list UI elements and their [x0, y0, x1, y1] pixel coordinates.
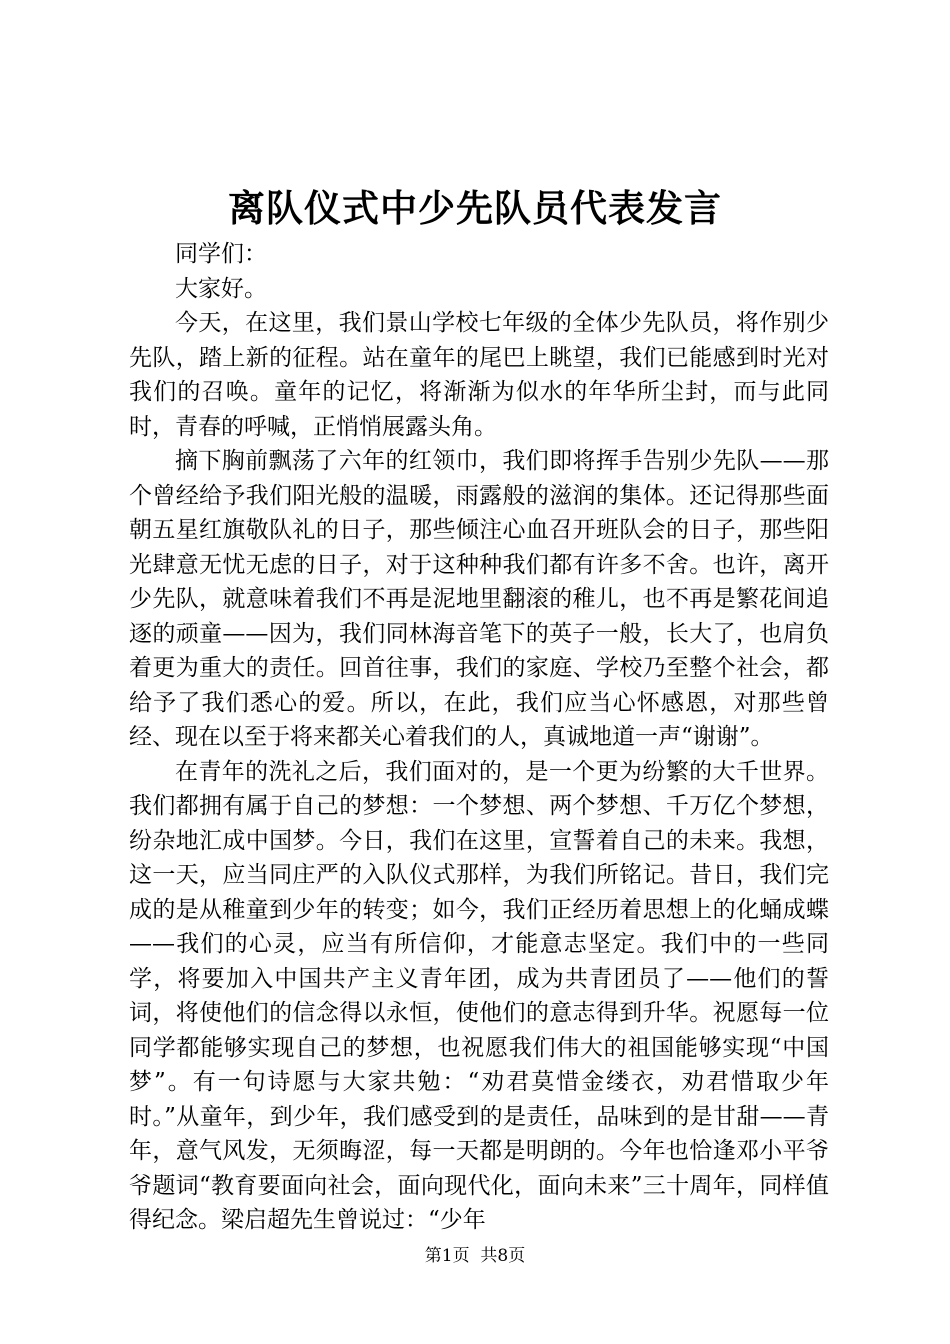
page-number: 第1页	[424, 1246, 470, 1266]
greeting-paragraph: 同学们：	[175, 241, 267, 267]
page-total: 共8页	[480, 1246, 526, 1266]
body-paragraph-2: 摘下胸前飘荡了六年的红领巾，我们即将挥手告别少先队——那个曾经给予我们阳光般的温暖，雨露般的滋润的集体。还记得那些面朝五星红旗敬队礼的日子，那些倾注心血召开班队会的日子，那些阳光肆意无忧无虑的日子，对于这种种我们都有许多不舍。也许，离开少先队，就意味着我们不再是泥地里翻滚的稚儿，也不再是繁花间追逐的顽童——因为，我们同林海音笔下的英子一般，长大了，也肩负着更为重大的责任。回首往事，我们的家庭、学校乃至整个社会，都给予了我们悉心的爱。所以，在此，我们应当心怀感恩，对那些曾经、现在以至于将来都关心着我们的人，真诚地道一声“谢谢”。	[129, 448, 829, 750]
body-paragraph-1: 今天，在这里，我们景山学校七年级的全体少先队员，将作别少先队，踏上新的征程。站在童年的尾巴上眺望，我们已能感到时光对我们的召唤。童年的记忆，将渐渐为似水的年华所尘封，而与此同时，青春的呼喊，正悄悄展露头角。	[129, 310, 829, 440]
body-paragraph-3: 在青年的洗礼之后，我们面对的，是一个更为纷繁的大千世界。我们都拥有属于自己的梦想：一个梦想、两个梦想、千万亿个梦想，纷杂地汇成中国梦。今日，我们在这里，宣誓着自己的未来。我想，这一天，应当同庄严的入队仪式那样，为我们所铭记。昔日，我们完成的是从稚童到少年的转变；如今，我们正经历着思想上的化蛹成蝶——我们的心灵，应当有所信仰，才能意志坚定。我们中的一些同学，将要加入中国共产主义青年团，成为共青团员了——他们的誓词，将使他们的信念得以永恒，使他们的意志得到升华。祝愿每一位同学都能够实现自己的梦想，也祝愿我们伟大的祖国能够实现“中国梦”。有一句诗愿与大家共勉：“劝君莫惜金缕衣，劝君惜取少年时。”从童年，到少年，我们感受到的是责任，品味到的是甘甜——青年，意气风发，无须晦涩，每一天都是明朗的。今年也恰逢邓小平爷爷题词“教育要面向社会，面向现代化，面向未来”三十周年，同样值得纪念。梁启超先生曾说过：“少年	[129, 758, 829, 1233]
page-footer	[0, 1244, 950, 1268]
document-title: 离队仪式中少先队员代表发言	[228, 186, 722, 230]
document-body	[129, 237, 829, 1238]
salutation-paragraph: 大家好。	[175, 275, 267, 302]
